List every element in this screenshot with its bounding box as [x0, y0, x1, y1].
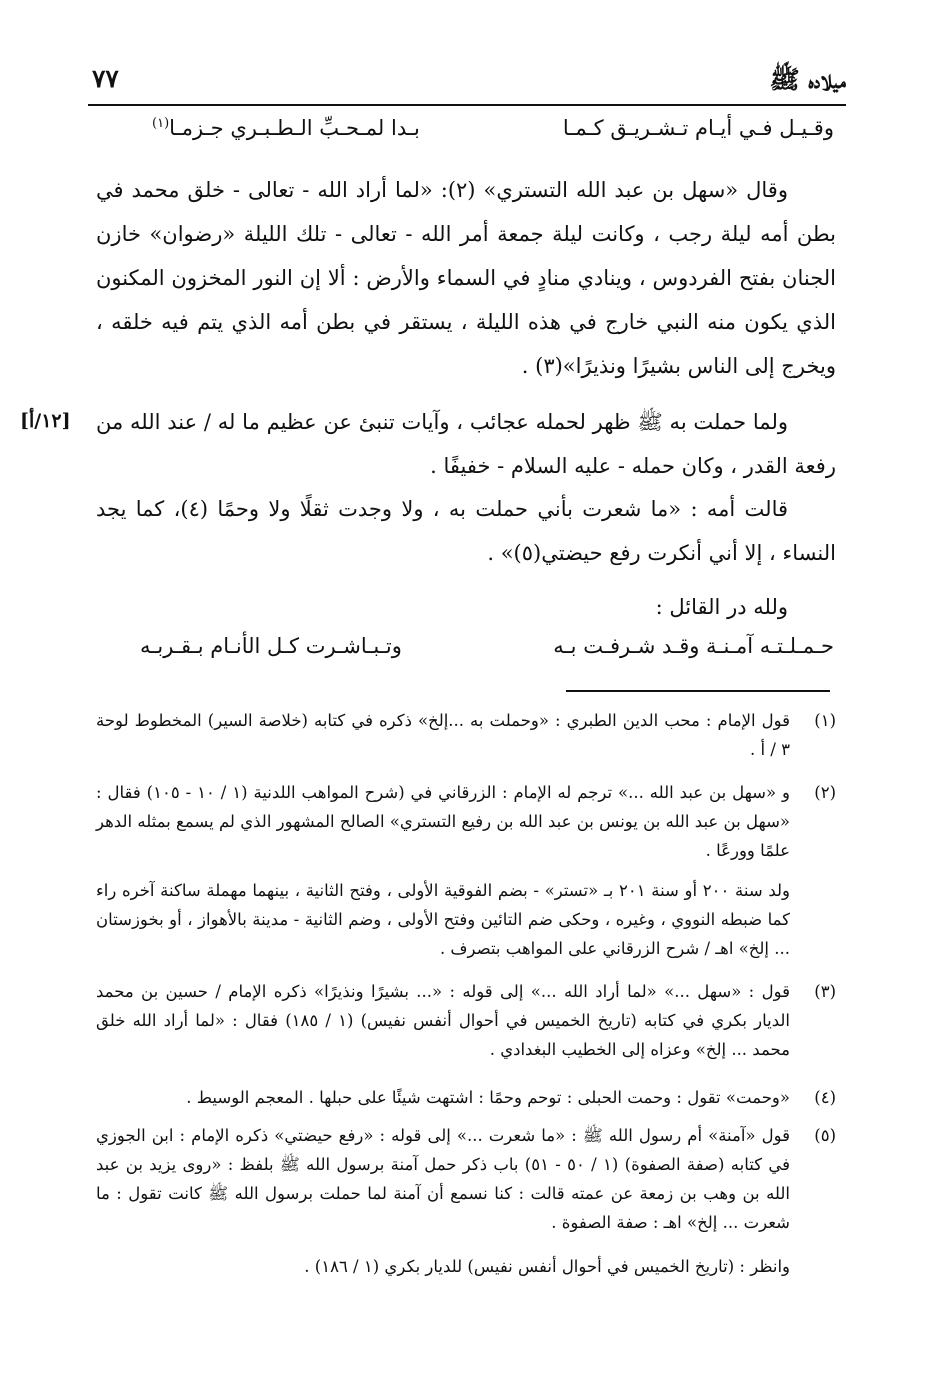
footnote-number: (٣) — [814, 982, 836, 1001]
footnote-ref: (١) — [152, 116, 170, 131]
paragraph-poet-intro: ولله در القائل : — [655, 595, 788, 619]
paragraph-pregnancy: ولما حملت به ﷺ ظهر لحمله عجائب ، وآيات تنبئ عن عظيم ما له / عند الله من رفعة القدر ، وكان حمله - عليه السلام - خفيفًا . — [96, 410, 836, 478]
footnote-5 — [96, 1121, 836, 1237]
footnote-1 — [96, 706, 836, 764]
footnote-3 — [96, 977, 836, 1064]
footnote-5-continuation: وانظر : (تاريخ الخميس في أحوال أنفس نفيس) للديار بكري (١ / ١٨٦) . — [304, 1257, 790, 1276]
verse1-left-hemistich — [152, 116, 420, 140]
footnote-2 — [96, 778, 836, 865]
verse1-left-text: بـدا لمـحـبِّ الـطـبـري جـزمـا — [169, 116, 420, 140]
footnote-text: «وحمت» تقول : وحمت الحبلى : توحم وحمًا : اشتهت شيئًا على حبلها . المعجم الوسيط . — [186, 1088, 790, 1107]
paragraph-mother-said: قالت أمه : «ما شعرت بأني حملت به ، ولا وجدت ثقلًا ولا وحمًا (٤)، كما يجد النساء ، إلا أني أنكرت رفع حيضتي(٥)» . — [96, 497, 836, 565]
page-header — [88, 60, 846, 106]
footnote-4 — [96, 1083, 836, 1112]
verse2-left-hemistich: وتـبـاشـرت كـل الأنـام بـقـربـه — [140, 634, 402, 658]
footnote-2-continuation: ولد سنة ٢٠٠ أو سنة ٢٠١ بـ «تستر» - بضم الفوقية الأولى ، وفتح الثانية ، بينهما مهملة ساكنة آخره راء كما ضبطه النووي ، وغيره ، وحكى ضم التائين وفتح الأولى ، وضم الثانية - مدينة بالأهواز ، أو بخوزستان ... إلخ» اهـ / شرح الزرقاني على المواهب بتصرف . — [96, 881, 790, 958]
footnote-number: (٤) — [814, 1088, 836, 1107]
margin-folio-note: [١٢/أ] — [20, 410, 71, 432]
verse2-right-hemistich: حـمـلـتـه آمـنـة وقـد شـرفـت بـه — [553, 634, 834, 658]
footnote-number: (٢) — [814, 783, 836, 802]
verse1-right-hemistich: وقـيـل فـي أيـام تـشـريـق كـمـا — [562, 116, 834, 140]
footnote-text: قول «آمنة» أم رسول الله ﷺ : «ما شعرت ...» إلى قوله : «رفع حيضتي» ذكره الإمام : ابن الجوزي في كتابه (صفة الصفوة) (١ / ٥٠ - ٥١) باب ذكر حمل آمنة برسول الله ﷺ بلفظ : «روى يزيد بن عبد الله بن وهب بن زمعة عن عمته قالت : كنا نسمع أن آمنة لما حملت برسول الله ﷺ كانت تقول : ما شعرت ... إلخ» اهـ : صفة الصفوة . — [96, 1126, 790, 1232]
paragraph-sahl: وقال «سهل بن عبد الله التستري» (٢): «لما أراد الله - تعالى - خلق محمد في بطن أمه ليلة رجب ، وكانت ليلة جمعة أمر الله - تعالى - تلك الليلة «رضوان» خازن الجنان بفتح الفردوس ، وينادي منادٍ في السماء والأرض : ألا إن النور المخزون المكنون الذي يكون منه النبي خارج في هذه الليلة ، يستقر في بطن أمه الذي يتم فيه خلقه ، ويخرج إلى الناس بشيرًا ونذيرًا»(٣) . — [96, 178, 836, 378]
footnote-number: (١) — [814, 711, 836, 730]
running-head: ميلاده ﷺ — [769, 65, 846, 94]
footnote-text: قول الإمام : محب الدين الطبري : «وحملت به ...إلخ» ذكره في كتابه (خلاصة السير) المخطوط لوحة ٣ / أ . — [96, 711, 790, 759]
footnote-text: قول : «سهل ...» «لما أراد الله ...» إلى قوله : «... بشيرًا ونذيرًا» ذكره الإمام / حسين بن محمد الديار بكري في كتابه (تاريخ الخميس في أحوال أنفس نفيس) (١ / ١٨٥) فقال : «لما أراد الله خلق محمد ... إلخ» وعزاه إلى الخطيب البغدادي . — [96, 982, 790, 1059]
footnote-separator — [566, 690, 830, 692]
footnote-number: (٥) — [814, 1126, 836, 1145]
page-number: ٧٧ — [92, 64, 119, 93]
footnote-text: و «سهل بن عبد الله ...» ترجم له الإمام : الزرقاني في (شرح المواهب اللدنية (١ / ١٠ - ١٠٥) فقال : «سهل بن عبد الله بن يونس بن عبد الله بن رفيع التستري» الصالح المشهور الذي لم يسمع بمثله الدهر علمًا وورعًا . — [96, 783, 790, 860]
